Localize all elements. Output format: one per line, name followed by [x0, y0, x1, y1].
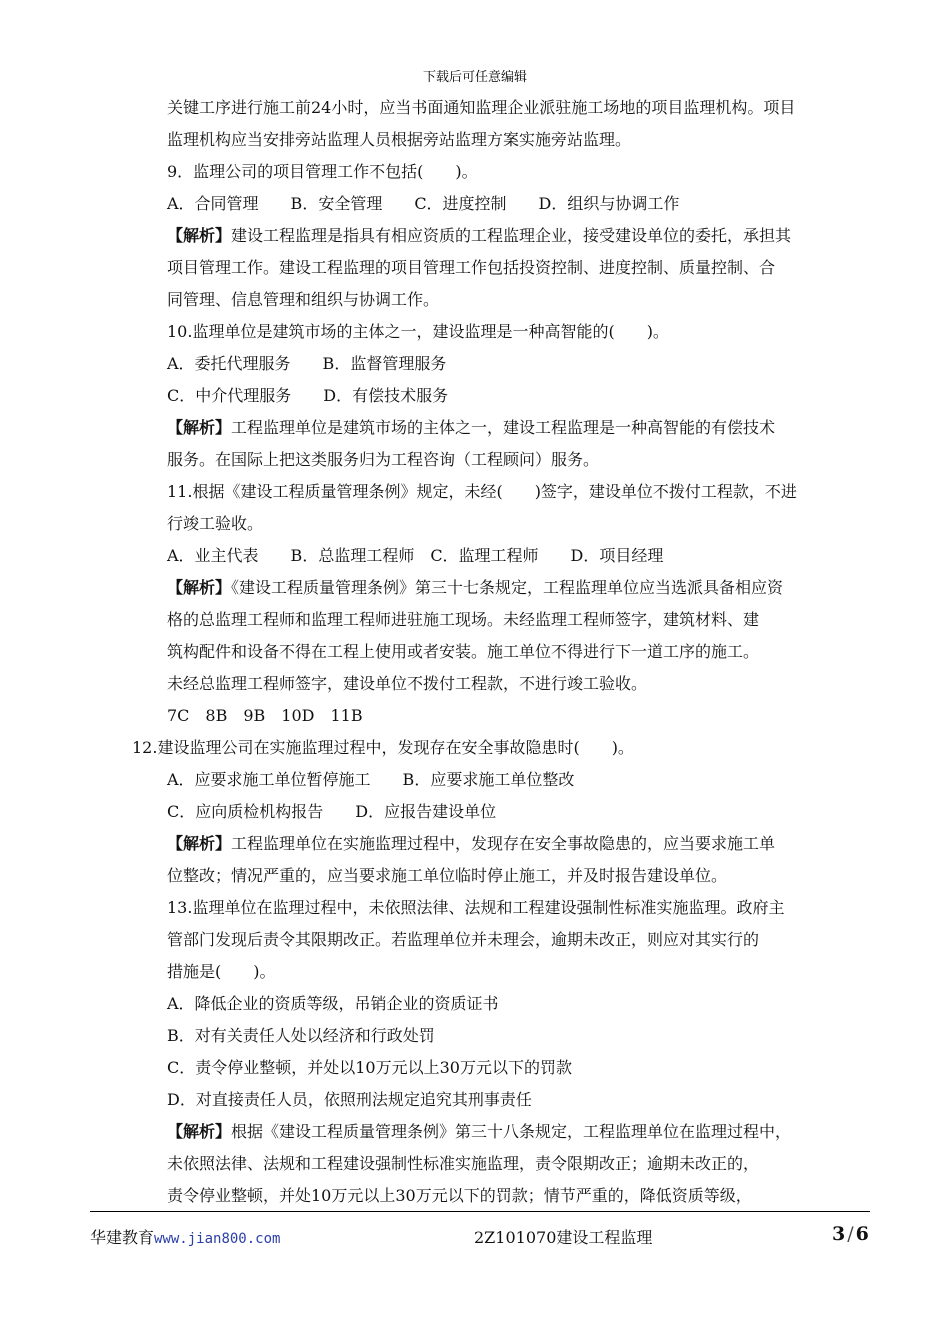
line-text: 13.监理单位在监理过程中，未依照法律、法规和工程建设强制性标准实施监理。政府主	[167, 898, 785, 917]
text-line	[167, 962, 276, 982]
footer-divider	[90, 1211, 870, 1212]
page-footer	[0, 1225, 950, 1249]
text-line	[167, 1090, 532, 1110]
text-line	[167, 898, 784, 918]
text-line	[167, 1186, 752, 1206]
analysis-tag: 【解析】	[167, 226, 232, 245]
line-text: C．责令停业整顿，并处以10万元以上30万元以下的罚款	[167, 1058, 572, 1077]
text-line	[167, 1026, 435, 1046]
text-line	[167, 418, 775, 438]
text-line	[167, 162, 478, 182]
line-text: A．应要求施工单位暂停施工 B．应要求施工单位整改	[167, 770, 575, 789]
line-text: 责令停业整顿，并处10万元以上30万元以下的罚款；情节严重的，降低资质等级，	[167, 1186, 752, 1205]
text-line	[167, 642, 759, 662]
analysis-tag: 【解析】	[167, 834, 232, 853]
footer-brand-name: 华建教育	[90, 1228, 155, 1247]
line-text: C．应向质检机构报告 D．应报告建设单位	[167, 802, 497, 821]
line-text: D．对直接责任人员，依照刑法规定追究其刑事责任	[167, 1090, 532, 1109]
text-line	[167, 386, 448, 406]
line-text: A．降低企业的资质等级，吊销企业的资质证书	[167, 994, 499, 1013]
text-line	[167, 674, 647, 694]
line-text: 10.监理单位是建筑市场的主体之一，建设监理是一种高智能的( )。	[167, 322, 669, 341]
page-current: 3	[832, 1223, 846, 1245]
text-line	[167, 1122, 791, 1142]
line-text: 措施是( )。	[167, 962, 276, 981]
line-text: 服务。在国际上把这类服务归为工程咨询（工程顾问）服务。	[167, 450, 600, 469]
text-line	[132, 738, 634, 758]
text-line	[167, 930, 759, 950]
line-text: A．委托代理服务 B．监督管理服务	[167, 354, 447, 373]
text-line	[167, 834, 775, 854]
text-line	[167, 994, 499, 1014]
page-total: 6	[855, 1223, 869, 1245]
line-text: 工程监理单位在实施监理过程中，发现存在安全事故隐患的，应当要求施工单	[231, 834, 776, 853]
text-line	[167, 802, 496, 822]
page-separator: /	[847, 1223, 854, 1245]
line-text: 同管理、信息管理和组织与协调工作。	[167, 290, 440, 309]
text-line	[167, 322, 669, 342]
header-text: 下载后可任意编辑	[422, 70, 527, 85]
line-text: 管部门发现后责令其限期改正。若监理单位并未理会，逾期未改正，则应对其实行的	[167, 930, 760, 949]
line-text: 未依照法律、法规和工程建设强制性标准实施监理，责令限期改正；逾期未改正的，	[167, 1154, 760, 1173]
text-line	[167, 610, 759, 630]
line-text: 12.建设监理公司在实施监理过程中，发现存在安全事故隐患时( )。	[132, 738, 634, 757]
line-text: 监理机构应当安排旁站监理人员根据旁站监理方案实施旁站监理。	[167, 130, 632, 149]
text-line	[167, 482, 797, 502]
analysis-tag: 【解析】	[167, 1122, 232, 1141]
analysis-tag: 【解析】	[167, 578, 232, 597]
line-text: 格的总监理工程师和监理工程师进驻施工现场。未经监理工程师签字，建筑材料、建	[167, 610, 760, 629]
analysis-tag: 【解析】	[167, 418, 232, 437]
line-text: 工程监理单位是建筑市场的主体之一，建设工程监理是一种高智能的有偿技术	[231, 418, 776, 437]
line-text: 行竣工验收。	[167, 514, 264, 533]
text-line	[167, 1154, 759, 1174]
page-header	[0, 66, 950, 85]
line-text: 7C 8B 9B 10D 11B	[167, 706, 363, 725]
page-number	[832, 1223, 869, 1245]
text-line	[167, 1058, 572, 1078]
line-text: A．业主代表 B．总监理工程师 C．监理工程师 D．项目经理	[167, 546, 664, 565]
footer-brand	[90, 1225, 280, 1248]
line-text: C．中介代理服务 D．有偿技术服务	[167, 386, 449, 405]
text-line	[167, 290, 439, 310]
line-text: A．合同管理 B．安全管理 C．进度控制 D．组织与协调工作	[167, 194, 680, 213]
text-line	[167, 354, 446, 374]
text-line	[167, 514, 263, 534]
line-text: 建设工程监理是指具有相应资质的工程监理企业，接受建设单位的委托，承担其	[231, 226, 792, 245]
text-line	[167, 226, 791, 246]
line-text: 关键工序进行施工前24小时，应当书面通知监理企业派驻施工场地的项目监理机构。项目	[167, 98, 796, 117]
text-line	[167, 546, 663, 566]
line-text: 未经总监理工程师签字，建设单位不拨付工程款，不进行竣工验收。	[167, 674, 648, 693]
line-text: 11.根据《建设工程质量管理条例》规定，未经( )签字，建设单位不拨付工程款，不进	[167, 482, 797, 501]
line-text: 根据《建设工程质量管理条例》第三十八条规定，工程监理单位在监理过程中，	[231, 1122, 792, 1141]
text-line	[167, 130, 631, 150]
text-line	[167, 194, 679, 214]
text-line	[167, 866, 727, 886]
text-line	[167, 450, 599, 470]
line-text: 项目管理工作。建设工程监理的项目管理工作包括投资控制、进度控制、质量控制、合	[167, 258, 776, 277]
line-text: 位整改；情况严重的，应当要求施工单位临时停止施工，并及时报告建设单位。	[167, 866, 728, 885]
text-line	[167, 578, 783, 598]
text-line	[167, 98, 795, 118]
line-text: 筑构配件和设备不得在工程上使用或者安装。施工单位不得进行下一道工序的施工。	[167, 642, 760, 661]
text-line	[167, 258, 775, 278]
text-line	[167, 770, 574, 790]
text-line	[167, 706, 363, 726]
line-text: B．对有关责任人处以经济和行政处罚	[167, 1026, 435, 1045]
line-text: 9．监理公司的项目管理工作不包括( )。	[167, 162, 478, 181]
footer-section-title: 2Z101070建设工程监理	[474, 1228, 653, 1247]
line-text: 《建设工程质量管理条例》第三十七条规定，工程监理单位应当选派具备相应资	[231, 578, 784, 597]
footer-url-link[interactable]: www.jian800.com	[154, 1231, 281, 1247]
